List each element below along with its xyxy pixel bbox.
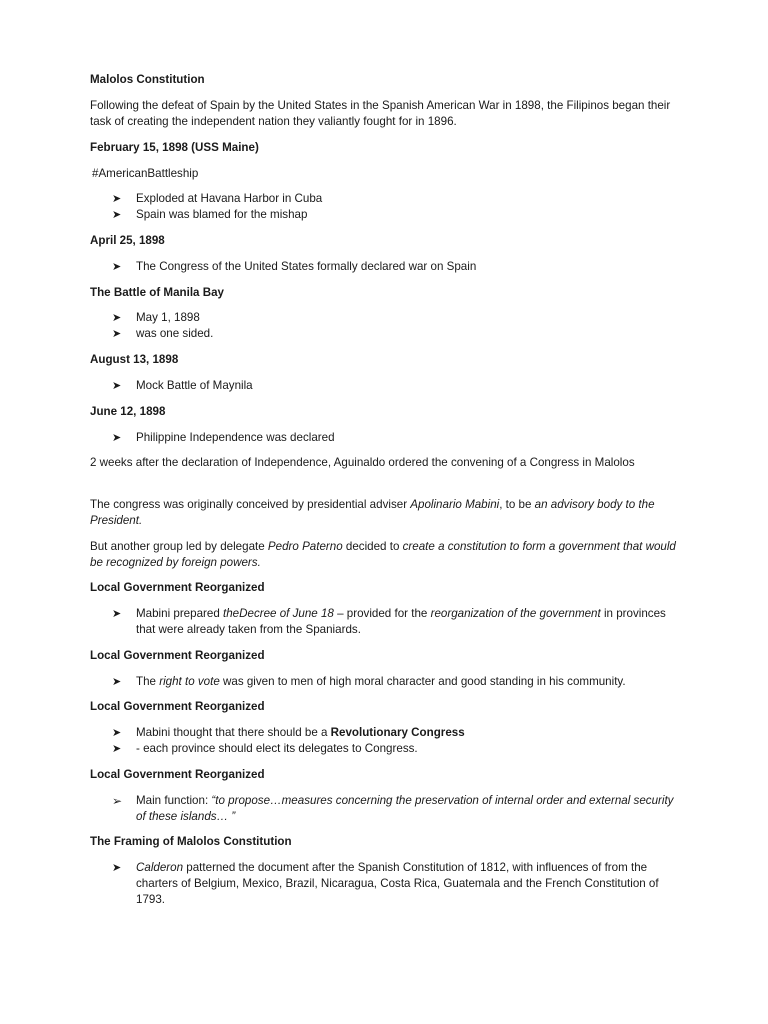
heading-local-government-3: Local Government Reorganized: [90, 700, 265, 713]
aug-bullet-list: [112, 378, 682, 394]
arrowhead-bullet-icon: ➤: [112, 675, 122, 688]
apr-bullet-list: [112, 259, 682, 275]
arrowhead-bullet-icon: ➤: [112, 327, 122, 340]
arrowhead-bullet-icon: ➤: [112, 311, 122, 324]
list-item: ➤ Philippine Independence was declared: [112, 431, 335, 444]
document-title: Malolos Constitution: [90, 73, 205, 86]
arrowhead-bullet-icon: ➤: [112, 726, 122, 739]
paragraph-advisory-body: The congress was originally conceived by presidential adviser Apolinario Mabini, to be an advisory body to the President.: [90, 498, 655, 527]
framing-bullet-list: [112, 860, 682, 908]
arrowhead-bullet-icon: ➤: [112, 192, 122, 205]
heading-aug-13-1898: August 13, 1898: [90, 353, 179, 366]
list-item: ➢ Main function: “to propose…measures concerning the preservation of internal order and external security of these islands… ”: [112, 794, 674, 823]
outline-arrow-bullet-icon: ➢: [112, 794, 123, 808]
lgr4-bullet-list: [112, 793, 682, 825]
list-item: ➤ Mabini prepared theDecree of June 18 – provided for the reorganization of the government in provinces that were already taken from the Spaniards.: [112, 607, 666, 636]
intro-paragraph: Following the defeat of Spain by the United States in the Spanish American War in 1898, the Filipinos began their task of creating the independent nation they valiantly fought for in 1896.: [90, 99, 671, 128]
arrowhead-bullet-icon: ➤: [112, 742, 122, 755]
feb-bullet-list: [112, 191, 682, 223]
heading-battle-of-manila-bay: The Battle of Manila Bay: [90, 286, 224, 299]
list-item: ➤ Mock Battle of Maynila: [112, 379, 253, 392]
jun-bullet-list: [112, 430, 682, 446]
list-item: ➤ The Congress of the United States formally declared war on Spain: [112, 260, 477, 273]
list-item: ➤ May 1, 1898: [112, 311, 200, 324]
arrowhead-bullet-icon: ➤: [112, 260, 122, 273]
list-item: ➤ Mabini thought that there should be a Revolutionary Congress: [112, 726, 465, 739]
list-item: ➤ - each province should elect its delegates to Congress.: [112, 742, 418, 755]
lgr2-bullet-list: [112, 674, 682, 690]
list-item: ➤ The right to vote was given to men of high moral character and good standing in his community.: [112, 675, 626, 688]
list-item: ➤ Spain was blamed for the mishap: [112, 208, 308, 221]
heading-apr-25-1898: April 25, 1898: [90, 234, 165, 247]
lgr1-bullet-list: [112, 606, 682, 638]
arrowhead-bullet-icon: ➤: [112, 431, 122, 444]
paragraph-convening-congress: 2 weeks after the declaration of Independence, Aguinaldo ordered the convening of a Congress in Malolos: [90, 456, 635, 469]
manila-bullet-list: [112, 310, 682, 342]
lgr3-bullet-list: [112, 725, 682, 757]
list-item: ➤ was one sided.: [112, 327, 214, 340]
arrowhead-bullet-icon: ➤: [112, 379, 122, 392]
list-item: ➤ Exploded at Havana Harbor in Cuba: [112, 192, 323, 205]
list-item: ➤ Calderon patterned the document after the Spanish Constitution of 1812, with influences of from the charters of Belgium, Mexico, Brazil, Nicaragua, Costa Rica, Guatemala and the French Constitution of 1793.: [112, 861, 659, 906]
arrowhead-bullet-icon: ➤: [112, 208, 122, 221]
heading-jun-12-1898: June 12, 1898: [90, 405, 166, 418]
hashtag-text: #AmericanBattleship: [92, 167, 199, 180]
arrowhead-bullet-icon: ➤: [112, 607, 122, 620]
heading-framing-malolos-constitution: The Framing of Malolos Constitution: [90, 835, 292, 848]
heading-local-government-1: Local Government Reorganized: [90, 581, 265, 594]
paragraph-paterno-group: But another group led by delegate Pedro Paterno decided to create a constitution to form a government that would be recognized by foreign powers.: [90, 540, 676, 569]
heading-local-government-2: Local Government Reorganized: [90, 649, 265, 662]
heading-feb-15-1898: February 15, 1898 (USS Maine): [90, 141, 259, 154]
arrowhead-bullet-icon: ➤: [112, 861, 122, 874]
heading-local-government-4: Local Government Reorganized: [90, 768, 265, 781]
